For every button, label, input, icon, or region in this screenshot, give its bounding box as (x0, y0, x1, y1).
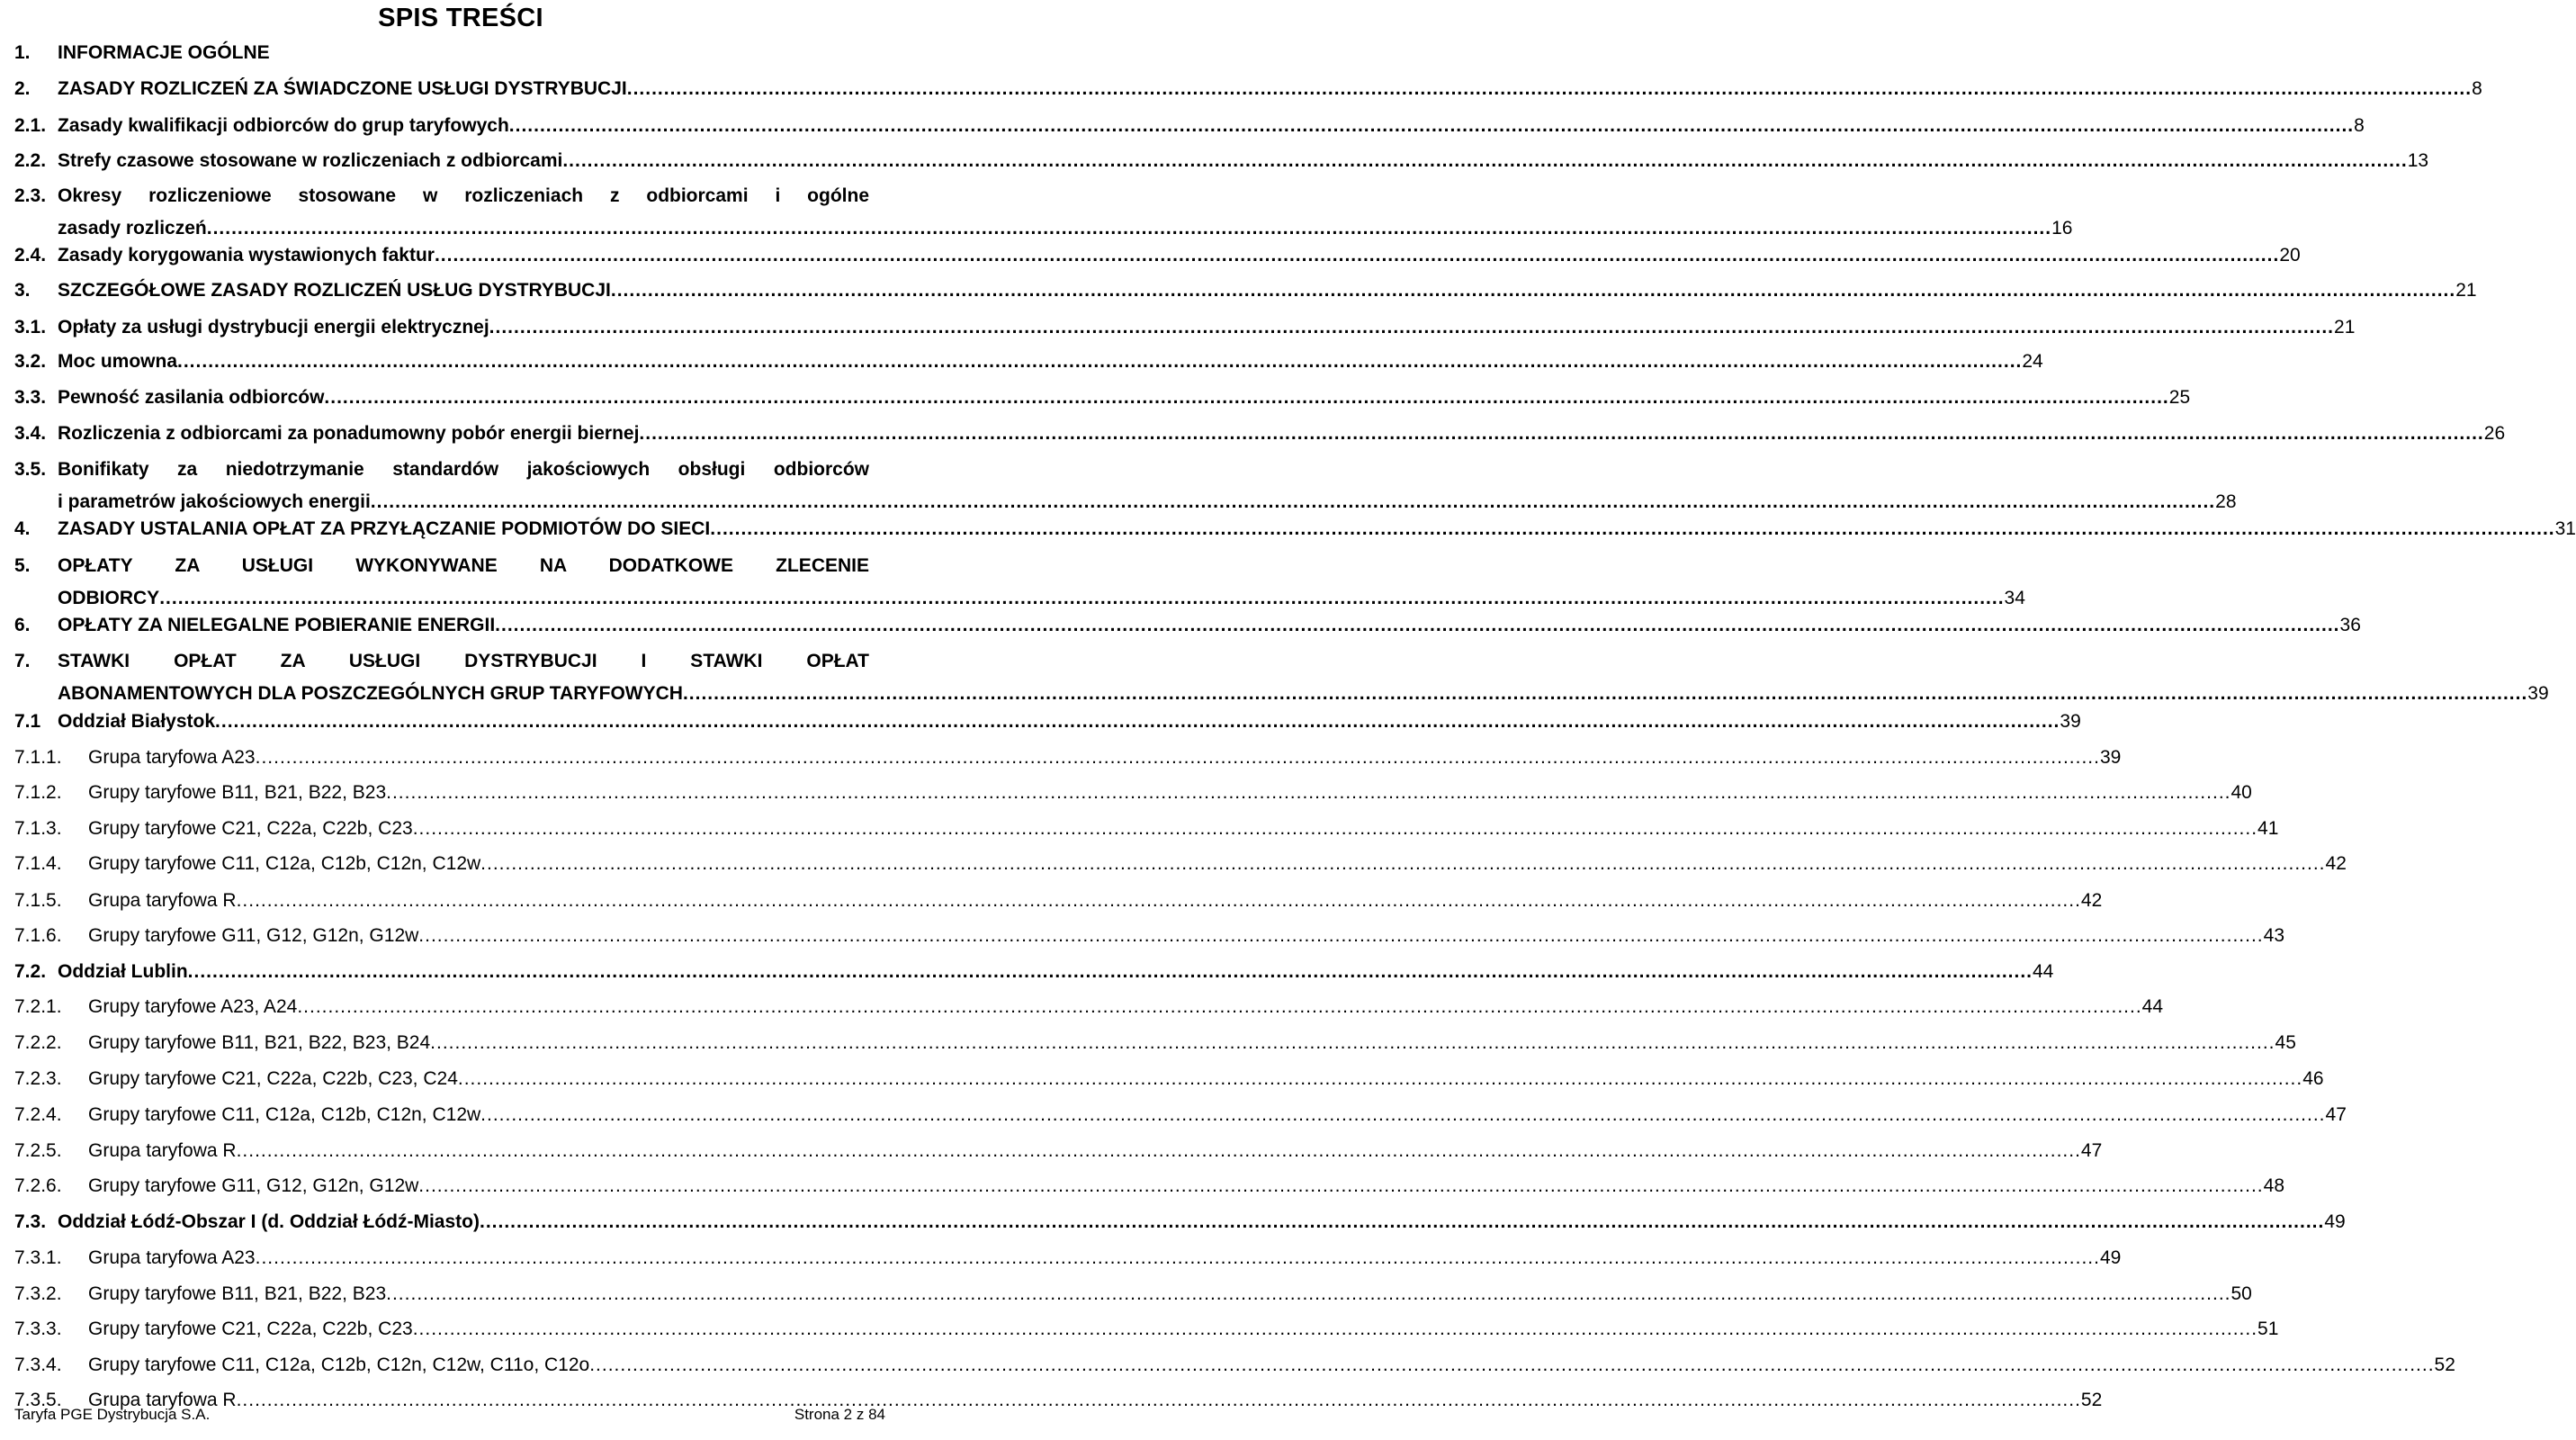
toc-entry-number: 7.1 (14, 711, 41, 732)
toc-entry[interactable] (14, 887, 2103, 914)
toc-entry-page: 31 (2554, 518, 2576, 539)
toc-entry-title: Grupy taryfowe C21, C22a, C22b, C23 (88, 818, 413, 839)
toc-entry-page: 52 (2434, 1354, 2455, 1375)
toc-entry[interactable] (14, 708, 2081, 735)
toc-entry-title-continued: i parametrów jakościowych energii (58, 491, 371, 512)
toc-entry-number: 2.3. (14, 185, 47, 206)
toc-entry-title: OPŁATY ZA USŁUGI WYKONYWANE NA DODATKOWE ZLECENIE (58, 555, 869, 576)
toc-dot-leader (215, 708, 2060, 735)
toc-entry-page: 52 (2080, 1390, 2103, 1410)
toc-entry-page: 49 (2099, 1247, 2122, 1268)
toc-entry-number: 7.1.4. (14, 853, 62, 874)
toc-dot-leader (489, 314, 2334, 341)
toc-entry[interactable] (14, 1281, 2252, 1308)
toc-dot-leader (509, 112, 2354, 140)
toc-entry-number: 7.2.2. (14, 1032, 62, 1053)
page-title: SPIS TREŚCI (378, 4, 543, 32)
toc-dot-leader (188, 958, 2033, 986)
toc-entry-title: ZASADY USTALANIA OPŁAT ZA PRZYŁĄCZANIE PODMIOTÓW DO SIECI (58, 518, 711, 539)
toc-entry-title: Grupa taryfowa A23 (88, 747, 256, 768)
toc-dot-leader (177, 348, 2022, 375)
toc-entry[interactable] (14, 1245, 2122, 1272)
toc-entry-number: 3.5. (14, 459, 47, 480)
toc-dot-leader (627, 76, 2472, 103)
toc-entry-title: Rozliczenia z odbiorcami za ponadumowny pobór energii biernej (58, 423, 640, 444)
toc-entry[interactable] (14, 1102, 2347, 1129)
toc-dot-leader (237, 887, 2081, 914)
toc-entry-title: Oddział Białystok (58, 711, 216, 732)
toc-entry-page: 13 (2407, 150, 2429, 171)
toc-entry[interactable] (14, 815, 2279, 842)
toc-entry-number: 3.3. (14, 387, 47, 408)
toc-entry-number: 3.2. (14, 351, 47, 372)
toc-entry[interactable] (14, 1316, 2279, 1343)
footer-document-name: Taryfa PGE Dystrybucja S.A. (14, 1406, 211, 1423)
toc-dot-leader (256, 1245, 2100, 1272)
toc-entry-title: Zasady korygowania wystawionych faktur (58, 245, 435, 266)
toc-entry-title: Grupy taryfowe B11, B21, B22, B23 (88, 1283, 387, 1304)
toc-entry-title: Grupy taryfowe G11, G12, G12n, G12w (88, 1175, 419, 1196)
toc-dot-leader (639, 420, 2483, 447)
toc-entry[interactable] (14, 1066, 2324, 1093)
toc-entry-title: Oddział Łódź-Obszar I (d. Oddział Łódź-Miasto) (58, 1211, 480, 1232)
toc-entry[interactable] (14, 242, 2301, 269)
toc-entry-title: Grupa taryfowa R (88, 1140, 237, 1161)
toc-entry[interactable] (14, 1138, 2103, 1165)
toc-entry-page: 46 (2302, 1068, 2324, 1089)
toc-dot-leader (611, 277, 2455, 304)
toc-entry-page: 24 (2022, 351, 2043, 372)
toc-entry-page: 41 (2257, 818, 2279, 839)
toc-entry[interactable] (14, 314, 2356, 341)
toc-entry-title: Grupa taryfowa R (88, 890, 237, 911)
toc-entry-title: Grupy taryfowe C11, C12a, C12b, C12n, C12w (88, 1104, 481, 1125)
toc-entry-number: 7.1.1. (14, 747, 62, 768)
toc-entry-page: 47 (2080, 1140, 2103, 1161)
toc-entry[interactable] (14, 1352, 2455, 1379)
toc-entry-page: 39 (2099, 747, 2122, 768)
toc-entry-title: Grupy taryfowe C11, C12a, C12b, C12n, C12w, C11o, C12o (88, 1354, 590, 1375)
toc-dot-leader (324, 384, 2168, 411)
toc-dot-leader (480, 1102, 2325, 1129)
toc-entry-number: 5. (14, 555, 31, 576)
toc-entry-title-continued: ODBIORCY (58, 588, 160, 608)
toc-entry[interactable] (14, 420, 2506, 447)
toc-dot-leader (413, 815, 2257, 842)
toc-entry-title: Grupy taryfowe B11, B21, B22, B23 (88, 782, 387, 803)
toc-entry-number: 7.2.4. (14, 1104, 62, 1125)
toc-dot-leader (458, 1066, 2302, 1093)
toc-dot-leader (495, 612, 2339, 639)
toc-entry-number: 2.1. (14, 115, 47, 136)
toc-dot-leader (589, 1352, 2434, 1379)
toc-entry[interactable] (14, 516, 2576, 543)
toc-entry-number: 7.1.2. (14, 782, 62, 803)
toc-entry-title: SZCZEGÓŁOWE ZASADY ROZLICZEŃ USŁUG DYSTRYBUCJI (58, 280, 611, 301)
toc-entry-number: 7.1.3. (14, 818, 62, 839)
toc-entry[interactable] (14, 779, 2252, 806)
toc-entry-page: 39 (2527, 683, 2549, 704)
toc-entry-page: 42 (2325, 853, 2347, 874)
toc-entry-page: 47 (2325, 1104, 2347, 1125)
toc-dot-leader (371, 489, 2215, 516)
toc-entry[interactable] (14, 148, 2429, 175)
toc-entry-title: Grupa taryfowa A23 (88, 1247, 256, 1268)
toc-entry-page: 34 (2004, 588, 2025, 608)
toc-entry-number: 2. (14, 78, 31, 99)
toc-entry[interactable] (14, 76, 2482, 103)
toc-entry[interactable] (14, 1030, 2296, 1057)
toc-entry-title: Pewność zasilania odbiorców (58, 387, 325, 408)
toc-entry-page: 45 (2275, 1032, 2296, 1053)
toc-entry[interactable] (14, 958, 2054, 986)
footer-page-number: Strona 2 z 84 (794, 1406, 885, 1423)
toc-entry-number: 7.2.1. (14, 996, 62, 1017)
toc-entry-title: Oddział Lublin (58, 961, 188, 982)
toc-entry[interactable] (14, 1173, 2284, 1200)
toc-entry-page: 51 (2257, 1318, 2279, 1339)
toc-entry-number: 7.1.6. (14, 925, 62, 946)
toc-dot-leader (207, 215, 2051, 242)
toc-entry-page: 28 (2215, 491, 2237, 512)
toc-entry-number: 2.4. (14, 245, 47, 266)
toc-entry-number: 7.2.5. (14, 1140, 62, 1161)
toc-entry-page: 44 (2141, 996, 2164, 1017)
toc-entry[interactable] (14, 553, 2025, 612)
toc-dot-leader (418, 922, 2263, 950)
toc-dot-leader (256, 744, 2100, 771)
toc-entry-page: 50 (2230, 1283, 2252, 1304)
toc-entry[interactable] (14, 40, 914, 67)
toc-entry-page: 36 (2339, 615, 2361, 635)
toc-entry-title: Opłaty za usługi dystrybucji energii elektrycznej (58, 317, 489, 338)
toc-entry-page: 49 (2324, 1211, 2346, 1232)
toc-entry-number: 7. (14, 651, 31, 671)
toc-dot-leader (297, 994, 2141, 1021)
toc-entry-number: 4. (14, 518, 31, 539)
toc-dot-leader (386, 1281, 2230, 1308)
toc-entry-number: 3. (14, 280, 31, 301)
toc-entry-title: Grupy taryfowe G11, G12, G12n, G12w (88, 925, 419, 946)
toc-entry-title: Zasady kwalifikacji odbiorców do grup taryfowych (58, 115, 509, 136)
toc-entry-number: 7.2. (14, 961, 47, 982)
toc-entry-number: 3.4. (14, 423, 47, 444)
toc-entry-page: 8 (2472, 78, 2482, 99)
toc-entry-page: 26 (2483, 423, 2506, 444)
toc-entry[interactable] (14, 850, 2347, 878)
toc-entry-page: 39 (2060, 711, 2081, 732)
toc-entry-page: 21 (2334, 317, 2356, 338)
toc-entry[interactable] (14, 1209, 2346, 1236)
toc-entry[interactable] (14, 744, 2122, 771)
toc-dot-leader (237, 1138, 2081, 1165)
toc-entry-page: 21 (2455, 280, 2477, 301)
toc-entry-number: 7.3.1. (14, 1247, 62, 1268)
toc-entry-page: 43 (2263, 925, 2284, 946)
toc-entry-number: 7.1.5. (14, 890, 62, 911)
toc-entry[interactable] (14, 277, 2477, 304)
toc-dot-leader (710, 516, 2554, 543)
toc-entry-number: 2.2. (14, 150, 47, 171)
toc-dot-leader (480, 850, 2325, 878)
toc-entry-title: Grupy taryfowe A23, A24 (88, 996, 298, 1017)
toc-entry-title-continued: zasady rozliczeń (58, 218, 207, 238)
toc-entry-title: Strefy czasowe stosowane w rozliczeniach z odbiorcami (58, 150, 563, 171)
toc-dot-leader (159, 585, 2004, 612)
toc-dot-leader (430, 1030, 2275, 1057)
toc-dot-leader (562, 148, 2407, 175)
toc-entry-number: 7.3. (14, 1211, 47, 1232)
toc-entry-page: 40 (2230, 782, 2252, 803)
toc-entry-title-continued: ABONAMENTOWYCH DLA POSZCZEGÓLNYCH GRUP TARYFOWYCH (58, 683, 683, 704)
toc-entry-page: 16 (2051, 218, 2073, 238)
toc-entry-number: 7.2.6. (14, 1175, 62, 1196)
toc-entry-title: Grupy taryfowe B11, B21, B22, B23, B24 (88, 1032, 431, 1053)
toc-entry[interactable] (14, 922, 2284, 950)
toc-entry-page: 42 (2080, 890, 2103, 911)
toc-entry-page: 20 (2279, 245, 2301, 266)
toc-entry-title: ZASADY ROZLICZEŃ ZA ŚWIADCZONE USŁUGI DYSTRYBUCJI (58, 78, 627, 99)
toc-entry-number: 1. (14, 42, 31, 63)
toc-entry-page: 25 (2168, 387, 2191, 408)
toc-entry[interactable] (14, 112, 2365, 140)
toc-entry-title: Okresy rozliczeniowe stosowane w rozliczeniach z odbiorcami i ogólne (58, 185, 869, 206)
toc-entry-title: INFORMACJE OGÓLNE (58, 42, 270, 63)
toc-entry-page: 8 (2354, 115, 2365, 136)
toc-dot-leader (418, 1173, 2263, 1200)
toc-entry-title: Grupy taryfowe C11, C12a, C12b, C12n, C12w (88, 853, 481, 874)
toc-entry-title: Moc umowna (58, 351, 178, 372)
toc-entry-title: Grupy taryfowe C21, C22a, C22b, C23 (88, 1318, 413, 1339)
toc-entry-title: STAWKI OPŁAT ZA USŁUGI DYSTRYBUCJI I STAWKI OPŁAT (58, 651, 869, 671)
toc-entry-title: OPŁATY ZA NIELEGALNE POBIERANIE ENERGII (58, 615, 496, 635)
toc-entry-number: 7.3.4. (14, 1354, 62, 1375)
toc-dot-leader (386, 779, 2230, 806)
toc-entry[interactable] (14, 612, 2361, 639)
toc-entry-page: 48 (2263, 1175, 2284, 1196)
toc-entry[interactable] (14, 384, 2191, 411)
toc-dot-leader (683, 680, 2527, 707)
toc-entry-title: Bonifikaty za niedotrzymanie standardów jakościowych obsługi odbiorców (58, 459, 869, 480)
toc-entry-number: 3.1. (14, 317, 47, 338)
toc-entry-number: 7.3.2. (14, 1283, 62, 1304)
toc-entry[interactable] (14, 183, 2073, 242)
toc-entry[interactable] (14, 348, 2043, 375)
toc-entry[interactable] (14, 994, 2164, 1021)
toc-entry-title: Grupa taryfowa R (88, 1390, 237, 1410)
toc-entry-number: 7.2.3. (14, 1068, 62, 1089)
toc-dot-leader (480, 1209, 2324, 1236)
toc-entry-number: 7.3.3. (14, 1318, 62, 1339)
toc-entry[interactable] (14, 648, 2549, 707)
toc-dot-leader (435, 242, 2279, 269)
toc-entry-title: Grupy taryfowe C21, C22a, C22b, C23, C24 (88, 1068, 458, 1089)
toc-entry-page: 44 (2033, 961, 2054, 982)
toc-entry-number: 7.3.5. (14, 1390, 62, 1410)
toc-entry-number: 6. (14, 615, 31, 635)
toc-dot-leader (237, 1387, 2081, 1414)
toc-dot-leader (413, 1316, 2257, 1343)
toc-entry[interactable] (14, 456, 2237, 516)
